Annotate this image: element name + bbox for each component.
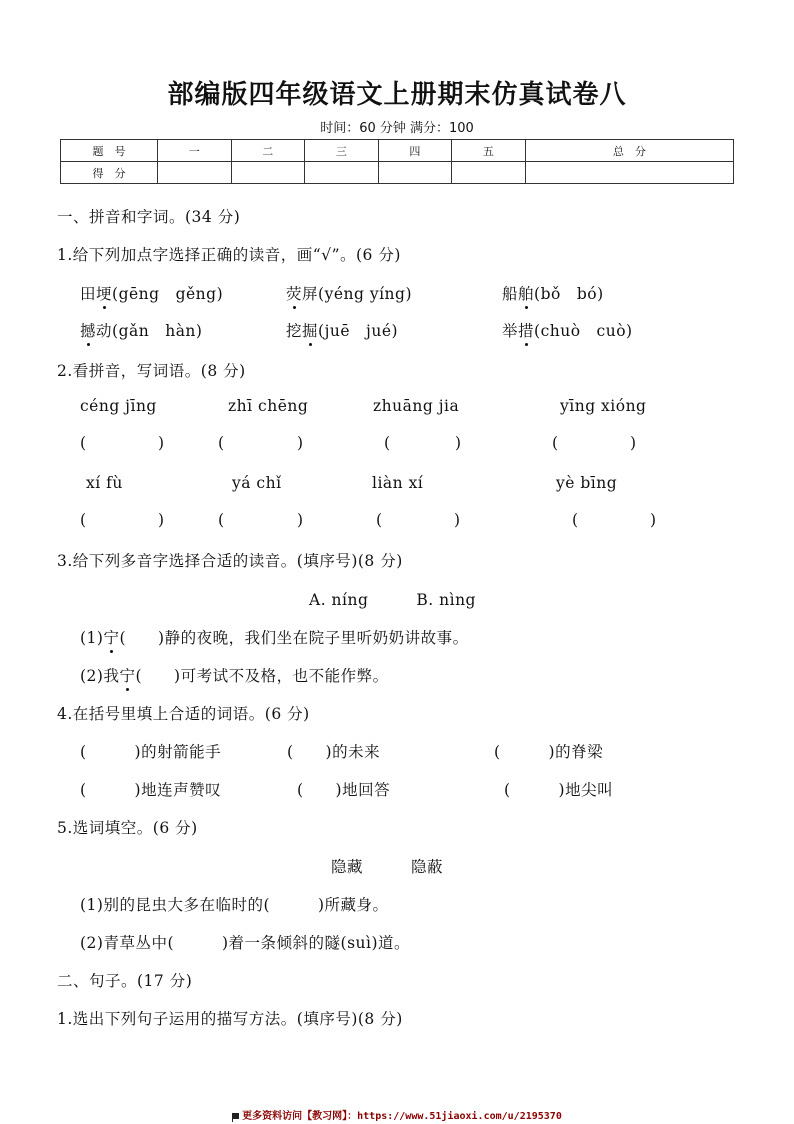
pinyin-choice-item: 荧屏(yéng yíng) [286,282,412,304]
pinyin-prompt: xí fù [86,474,123,492]
question-1-1-title: 1.给下列加点字选择正确的读音，画“√”。(6 分) [57,246,401,264]
score-table-cell: 三 [305,140,379,162]
score-table-cell: 一 [158,140,232,162]
answer-blank-open: ( [552,434,559,452]
pinyin-prompt: yá chǐ [232,474,282,492]
score-table-cell: 二 [231,140,305,162]
footer-link[interactable]: 更多资料访问【教习网】：https://www.51jiaoxi.com/u/2195370 [0,1107,794,1122]
pinyin-prompt: zhuāng jia [373,397,460,415]
score-input-cell[interactable] [231,162,305,184]
fill-sentence: (1)别的昆虫大多在临时的( )所藏身。 [80,896,389,914]
question-1-2-title: 2.看拼音，写词语。(8 分) [57,362,246,380]
answer-blank-close: ) [650,511,657,529]
pinyin-choice-item: 举措(chuò cuò) [502,319,633,341]
score-table-cell: 四 [378,140,452,162]
fill-phrase: ( )地尖叫 [504,781,614,799]
pinyin-choice-item: 撼动(gǎn hàn) [80,319,202,341]
pinyin-prompt: zhī chēng [228,397,309,415]
exam-time-and-score: 时间：60 分钟 满分：100 [320,121,474,136]
answer-blank-close: ) [297,511,304,529]
pinyin-prompt: céng jīng [80,397,157,415]
section-1-title: 一、拼音和字词。(34 分) [57,208,241,226]
answer-blank-close: ) [297,434,304,452]
answer-blank-close: ) [158,511,165,529]
pinyin-prompt: yè bīng [556,474,618,492]
answer-blank-open: ( [218,511,225,529]
pronunciation-options: A. níng B. nìng [309,591,476,609]
fill-phrase: ( )的脊梁 [494,743,604,761]
pinyin-prompt: yīng xióng [560,397,647,415]
answer-blank-open: ( [80,511,87,529]
score-input-cell[interactable] [525,162,733,184]
answer-blank-close: ) [158,434,165,452]
fill-phrase: ( )地回答 [297,781,391,799]
pinyin-prompt: liàn xí [372,474,424,492]
fill-phrase: ( )的射箭能手 [80,743,222,761]
flag-icon [232,1113,239,1119]
fill-sentence: (1)宁( )静的夜晚，我们坐在院子里听奶奶讲故事。 [80,626,469,648]
answer-blank-close: ) [630,434,637,452]
fill-phrase: ( )地连声赞叹 [80,781,222,799]
score-table-header-row [61,140,734,162]
score-input-cell[interactable] [158,162,232,184]
answer-blank-open: ( [376,511,383,529]
page-title: 部编版四年级语文上册期末仿真试卷八 [167,80,627,110]
question-2-1-title: 1.选出下列句子运用的描写方法。(填序号)(8 分) [57,1010,403,1028]
section-2-title: 二、句子。(17 分) [57,972,193,990]
score-input-cell[interactable] [305,162,379,184]
score-table-score-row [61,162,734,184]
score-table [60,139,734,184]
score-input-cell[interactable] [378,162,452,184]
fill-sentence: (2)青草丛中( )着一条倾斜的隧(suì)道。 [80,934,411,952]
question-1-4-title: 4.在括号里填上合适的词语。(6 分) [57,705,310,723]
word-options: 隐藏 隐蔽 [331,858,444,876]
answer-blank-open: ( [384,434,391,452]
fill-sentence: (2)我宁( )可考试不及格，也不能作弊。 [80,664,389,686]
question-1-5-title: 5.选词填空。(6 分) [57,819,198,837]
answer-blank-open: ( [572,511,579,529]
score-table-cell: 题 号 [61,140,158,162]
score-input-cell[interactable] [452,162,526,184]
score-table-cell: 五 [452,140,526,162]
question-1-3-title: 3.给下列多音字选择合适的读音。(填序号)(8 分) [57,552,403,570]
score-table-cell: 总 分 [525,140,733,162]
answer-blank-open: ( [218,434,225,452]
score-table-cell: 得 分 [61,162,158,184]
answer-blank-close: ) [455,434,462,452]
pinyin-choice-item: 船舶(bǒ bó) [502,282,604,304]
answer-blank-close: ) [454,511,461,529]
pinyin-choice-item: 挖掘(juē jué) [286,319,398,341]
answer-blank-open: ( [80,434,87,452]
fill-phrase: ( )的未来 [287,743,381,761]
pinyin-choice-item: 田埂(gēng gěng) [80,282,223,304]
